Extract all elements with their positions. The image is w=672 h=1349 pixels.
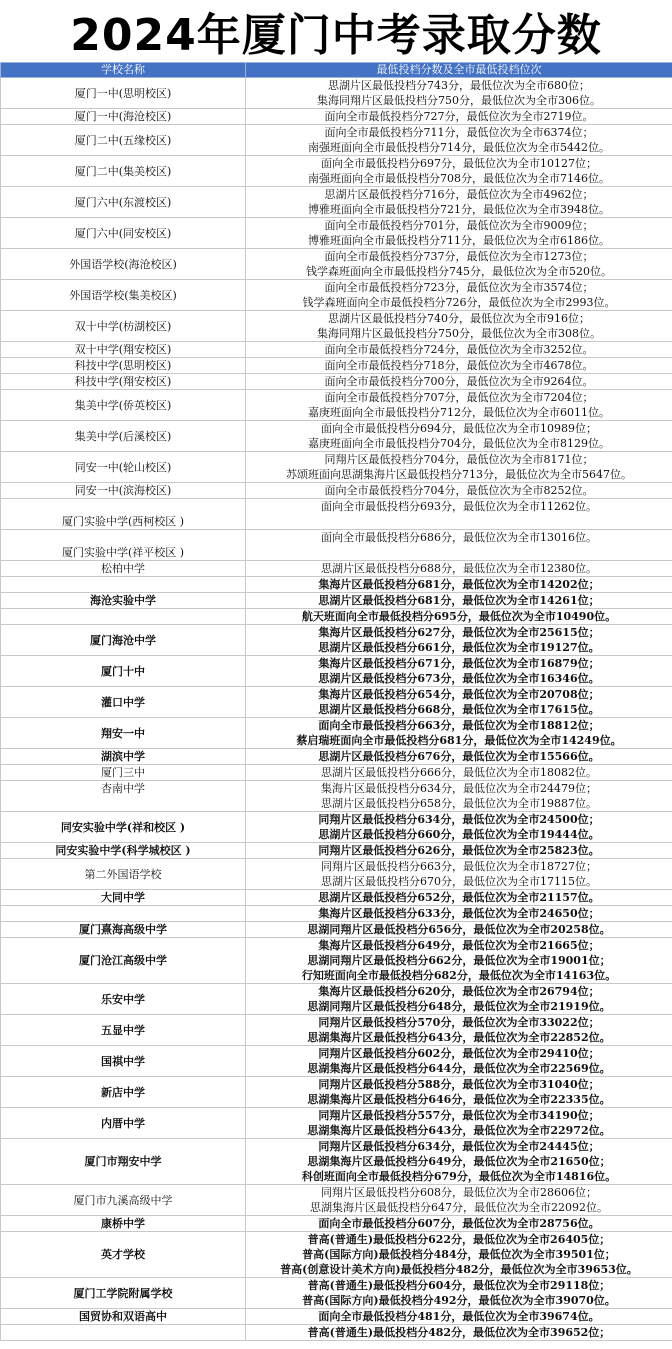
score-line	[246, 545, 672, 560]
score-rank-cell	[246, 984, 672, 1015]
school-name-cell: 湖滨中学	[1, 749, 246, 765]
score-line: 面向全市最低投档分701分，最低位次为全市9009位；	[324, 219, 594, 232]
table-row	[1, 1185, 672, 1216]
score-rank-cell	[246, 1232, 672, 1278]
score-line: 嘉庚班面向全市最低投档分712分，最低位次为全市6011位。	[308, 406, 610, 419]
school-name-cell: 厦门市翔安中学	[1, 1139, 246, 1185]
table-row	[1, 1278, 672, 1309]
school-name-cell: 厦门一中(思明校区)	[1, 78, 246, 109]
table-row	[1, 765, 672, 781]
score-line: 面向全市最低投档分693分，最低位次为全市11262位。	[321, 500, 597, 513]
table-row	[1, 1015, 672, 1046]
score-rank-cell	[246, 280, 672, 311]
school-name-cell: 同安实验中学(祥和校区 )	[1, 812, 246, 843]
table-row	[1, 390, 672, 421]
school-name-cell: 厦门熹海高级中学	[1, 922, 246, 938]
score-line: 思湖集海片区最低投档分644分，最低位次为全市22569位。	[307, 1062, 611, 1075]
score-line: 集海片区最低投档分633分，最低位次为全市24650位；	[318, 907, 600, 920]
score-line: 集海片区最低投档分671分，最低位次为全市16879位；	[318, 657, 600, 670]
school-name-cell: 科技中学(翔安校区)	[1, 374, 246, 390]
score-rank-cell	[246, 1139, 672, 1185]
school-name-cell: 杏南中学	[1, 781, 246, 812]
table-row	[1, 1309, 672, 1325]
table-row	[1, 843, 672, 859]
score-line: 面向全市最低投档分711分，最低位次为全市6374位；	[324, 126, 594, 139]
score-line: 集海片区最低投档分681分，最低位次为全市14202位；	[318, 578, 600, 591]
score-line: 同翔片区最低投档分602分，最低位次为全市29410位；	[318, 1047, 600, 1060]
score-line: 思湖集海片区最低投档分646分，最低位次为全市22335位。	[307, 1093, 611, 1106]
score-line: 南强班面向全市最低投档分708分，最低位次为全市7146位。	[308, 172, 610, 185]
score-line: 同翔片区最低投档分608分，最低位次为全市28606位；	[321, 1186, 597, 1199]
school-name-cell: 大同中学	[1, 890, 246, 906]
school-name-cell: 双十中学(翔安校区)	[1, 342, 246, 358]
table-row	[1, 593, 672, 609]
score-rank-cell	[246, 249, 672, 280]
score-line: 南强班面向全市最低投档分714分，最低位次为全市5442位。	[308, 141, 610, 154]
table-row	[1, 1077, 672, 1108]
score-line: 钱学森班面向全市最低投档分726分，最低位次为全市2993位。	[302, 296, 616, 309]
school-name-cell: 厦门沧江高级中学	[1, 938, 246, 984]
score-rank-cell	[246, 109, 672, 125]
table-row	[1, 906, 672, 922]
score-rank-cell	[246, 609, 672, 625]
school-name-cell: 同安实验中学(科学城校区 )	[1, 843, 246, 859]
score-line: 集海片区最低投档分634分，最低位次为全市24479位；	[321, 782, 597, 795]
table-row	[1, 483, 672, 499]
score-line: 面向全市最低投档分737分，最低位次为全市1273位；	[324, 250, 594, 263]
score-line: 思湖集海片区最低投档分643分，最低位次为全市22852位。	[307, 1031, 611, 1044]
score-line: 博雅班面向全市最低投档分721分，最低位次为全市3948位。	[308, 203, 610, 216]
school-name-cell	[1, 906, 246, 922]
table-body	[1, 78, 672, 1341]
table-row	[1, 1046, 672, 1077]
score-line: 面向全市最低投档分697分，最低位次为全市10127位；	[321, 157, 597, 170]
score-line: 面向全市最低投档分694分，最低位次为全市10989位；	[321, 422, 597, 435]
school-name-cell: 翔安一中	[1, 718, 246, 749]
school-name-cell: 内厝中学	[1, 1108, 246, 1139]
school-name-cell: 海沧实验中学	[1, 593, 246, 609]
school-name-cell: 外国语学校(海沧校区)	[1, 249, 246, 280]
score-line: 思湖同翔片区最低投档分662分，最低位次为全市19001位；	[307, 954, 611, 967]
score-rank-cell	[246, 859, 672, 890]
score-line: 集海片区最低投档分627分，最低位次为全市25615位；	[318, 626, 600, 639]
school-name-cell: 厦门十中	[1, 656, 246, 687]
score-rank-cell	[246, 1015, 672, 1046]
school-name-cell: 厦门实验中学(西柯校区 )	[1, 499, 246, 530]
score-line: 思湖片区最低投档分661分，最低位次为全市19127位。	[318, 641, 600, 654]
school-name-cell: 同安一中(轮山校区)	[1, 452, 246, 483]
table-row	[1, 311, 672, 342]
score-line: 思湖片区最低投档分688分，最低位次为全市12380位。	[321, 562, 597, 575]
score-rank-cell	[246, 374, 672, 390]
score-line: 思湖片区最低投档分658分，最低位次为全市19887位。	[321, 797, 597, 810]
score-line: 普高(国际方向)最低投档分484分，最低位次为全市39501位；	[302, 1248, 616, 1261]
score-line: 思湖片区最低投档分716分，最低位次为全市4962位；	[324, 188, 594, 201]
table-row	[1, 125, 672, 156]
score-line: 普高(普通生)最低投档分482分，最低位次为全市39652位；	[307, 1326, 611, 1339]
score-line: 面向全市最低投档分700分，最低位次为全市9264位。	[324, 375, 594, 388]
school-name-cell: 第二外国语学校	[1, 859, 246, 890]
table-row	[1, 156, 672, 187]
school-name-cell: 厦门六中(同安校区)	[1, 218, 246, 249]
school-name-cell: 同安一中(滨海校区)	[1, 483, 246, 499]
table-row	[1, 1216, 672, 1232]
school-name-cell: 五显中学	[1, 1015, 246, 1046]
score-line: 面向全市最低投档分724分，最低位次为全市3252位。	[324, 343, 594, 356]
score-rank-cell	[246, 1046, 672, 1077]
table-row	[1, 78, 672, 109]
table-row	[1, 1108, 672, 1139]
score-rank-cell	[246, 906, 672, 922]
score-line: 面向全市最低投档分718分，最低位次为全市4678位。	[324, 359, 594, 372]
table-row	[1, 421, 672, 452]
score-line: 科创班面向全市最低投档分679分，最低位次为全市14816位。	[301, 1170, 617, 1183]
school-name-cell: 双十中学(枋湖校区)	[1, 311, 246, 342]
score-rank-cell	[246, 890, 672, 906]
table-row	[1, 625, 672, 656]
table-row	[1, 109, 672, 125]
score-line: 嘉庚班面向全市最低投档分704分，最低位次为全市8129位。	[308, 437, 610, 450]
school-name-cell: 厦门市九溪高级中学	[1, 1185, 246, 1216]
school-name-cell: 科技中学(思明校区)	[1, 358, 246, 374]
table-row	[1, 718, 672, 749]
score-line: 集海片区最低投档分620分，最低位次为全市26794位；	[318, 985, 600, 998]
score-rank-cell	[246, 311, 672, 342]
score-rank-cell	[246, 358, 672, 374]
score-line: 集海同翔片区最低投档分750分，最低位次为全市306位。	[317, 94, 601, 107]
score-line: 同翔片区最低投档分626分，最低位次为全市25823位。	[318, 844, 600, 857]
header-score-rank: 最低投档分数及全市最低投档位次	[246, 63, 672, 78]
table-row	[1, 687, 672, 718]
score-line: 同翔片区最低投档分634分，最低位次为全市24445位；	[318, 1140, 600, 1153]
school-name-cell: 国祺中学	[1, 1046, 246, 1077]
score-rank-cell	[246, 718, 672, 749]
score-rank-cell	[246, 625, 672, 656]
score-line: 面向全市最低投档分481分，最低位次为全市39674位。	[318, 1310, 600, 1323]
score-rank-cell	[246, 749, 672, 765]
score-line	[246, 514, 672, 529]
score-line: 面向全市最低投档分704分，最低位次为全市8252位。	[324, 484, 594, 497]
table-row	[1, 812, 672, 843]
score-line: 普高(国际方向)最低投档分492分，最低位次为全市39070位。	[302, 1294, 616, 1307]
score-line: 同翔片区最低投档分663分，最低位次为全市18727位；	[321, 860, 597, 873]
table-row	[1, 922, 672, 938]
score-rank-cell	[246, 499, 672, 530]
page-title: 2024年厦门中考录取分数	[70, 10, 602, 61]
table-row	[1, 890, 672, 906]
score-rank-cell	[246, 125, 672, 156]
score-rank-cell	[246, 530, 672, 561]
score-line: 同翔片区最低投档分570分，最低位次为全市33022位；	[318, 1016, 600, 1029]
school-name-cell: 国贸协和双语高中	[1, 1309, 246, 1325]
score-line: 思湖集海片区最低投档分649分，最低位次为全市21650位；	[307, 1155, 611, 1168]
table-row	[1, 749, 672, 765]
score-rank-cell	[246, 812, 672, 843]
score-line: 普高(普通生)最低投档分622分，最低位次为全市26405位；	[307, 1233, 611, 1246]
score-rank-cell	[246, 922, 672, 938]
table-row	[1, 859, 672, 890]
score-line: 思湖同翔片区最低投档分656分，最低位次为全市20258位。	[307, 923, 611, 936]
score-line: 面向全市最低投档分723分，最低位次为全市3574位；	[324, 281, 594, 294]
school-name-cell: 厦门实验中学(祥平校区 )	[1, 530, 246, 561]
score-rank-cell	[246, 577, 672, 593]
table-row	[1, 374, 672, 390]
table-header-row	[1, 63, 672, 78]
score-rank-cell	[246, 656, 672, 687]
score-line: 博雅班面向全市最低投档分711分，最低位次为全市6186位。	[308, 234, 610, 247]
score-line: 思湖片区最低投档分670分，最低位次为全市17115位。	[321, 875, 597, 888]
school-name-cell: 松柏中学	[1, 561, 246, 577]
score-line: 集海片区最低投档分649分，最低位次为全市21665位；	[318, 939, 600, 952]
score-rank-cell	[246, 421, 672, 452]
school-name-cell: 新店中学	[1, 1077, 246, 1108]
score-line: 思湖片区最低投档分673分，最低位次为全市16346位。	[318, 672, 600, 685]
score-line: 集海同翔片区最低投档分750分，最低位次为全市308位。	[317, 327, 601, 340]
school-name-cell	[1, 1325, 246, 1341]
score-line: 面向全市最低投档分607分，最低位次为全市28756位。	[318, 1217, 600, 1230]
score-rank-cell	[246, 156, 672, 187]
score-rank-cell	[246, 593, 672, 609]
school-name-cell: 集美中学(侨英校区)	[1, 390, 246, 421]
score-line: 思湖同翔片区最低投档分648分，最低位次为全市21919位。	[307, 1000, 611, 1013]
table-row	[1, 656, 672, 687]
score-rank-cell	[246, 1185, 672, 1216]
score-rank-cell	[246, 1325, 672, 1341]
score-rank-cell	[246, 561, 672, 577]
score-line: 普高(普通生)最低投档分604分，最低位次为全市29118位；	[307, 1279, 611, 1292]
table-row	[1, 280, 672, 311]
score-rank-cell	[246, 1077, 672, 1108]
school-name-cell	[1, 577, 246, 593]
table-row	[1, 499, 672, 530]
table-row	[1, 577, 672, 593]
score-line: 思湖片区最低投档分652分，最低位次为全市21157位。	[318, 891, 600, 904]
table-row	[1, 1325, 672, 1341]
table-row	[1, 530, 672, 561]
school-name-cell: 厦门二中(五缘校区)	[1, 125, 246, 156]
score-line: 面向全市最低投档分663分，最低位次为全市18812位；	[318, 719, 600, 732]
score-rank-cell	[246, 452, 672, 483]
score-line: 面向全市最低投档分727分，最低位次为全市2719位。	[324, 110, 594, 123]
score-rank-cell	[246, 938, 672, 984]
school-name-cell: 厦门工学院附属学校	[1, 1278, 246, 1309]
table-row	[1, 561, 672, 577]
school-name-cell: 集美中学(后溪校区)	[1, 421, 246, 452]
school-name-cell: 厦门二中(集美校区)	[1, 156, 246, 187]
score-line: 集海片区最低投档分654分，最低位次为全市20708位；	[318, 688, 600, 701]
table-row	[1, 781, 672, 812]
score-rank-cell	[246, 765, 672, 781]
school-name-cell: 厦门海沧中学	[1, 625, 246, 656]
table-row	[1, 984, 672, 1015]
table-row	[1, 938, 672, 984]
table-row	[1, 1232, 672, 1278]
score-line: 同翔片区最低投档分588分，最低位次为全市31040位；	[318, 1078, 600, 1091]
school-name-cell: 康桥中学	[1, 1216, 246, 1232]
table-row	[1, 609, 672, 625]
score-line: 同翔片区最低投档分557分，最低位次为全市34190位；	[318, 1109, 600, 1122]
score-line: 面向全市最低投档分686分，最低位次为全市13016位。	[321, 531, 597, 544]
table-row	[1, 342, 672, 358]
score-line: 思湖片区最低投档分660分，最低位次为全市19444位。	[318, 828, 600, 841]
school-name-cell	[1, 609, 246, 625]
score-line: 航天班面向全市最低投档分695分，最低位次为全市10490位。	[301, 610, 617, 623]
score-line: 同翔片区最低投档分634分，最低位次为全市24500位；	[318, 813, 600, 826]
table-row	[1, 358, 672, 374]
school-name-cell: 厦门一中(海沧校区)	[1, 109, 246, 125]
table-row	[1, 218, 672, 249]
score-rank-cell	[246, 483, 672, 499]
score-line: 普高(创意设计美术方向)最低投档分482分，最低位次为全市39653位。	[280, 1263, 638, 1276]
school-name-cell: 英才学校	[1, 1232, 246, 1278]
score-rank-cell	[246, 1108, 672, 1139]
score-line: 思湖片区最低投档分676分，最低位次为全市15566位。	[318, 750, 600, 763]
score-rank-cell	[246, 1216, 672, 1232]
table-row	[1, 187, 672, 218]
score-line: 思湖片区最低投档分668分，最低位次为全市17615位。	[318, 703, 600, 716]
score-line: 同翔片区最低投档分704分，最低位次为全市8171位；	[324, 453, 594, 466]
score-rank-cell	[246, 687, 672, 718]
score-rank-cell	[246, 843, 672, 859]
score-line: 思湖集海片区最低投档分643分，最低位次为全市22972位。	[307, 1124, 611, 1137]
score-line: 行知班面向全市最低投档分682分，最低位次为全市14163位。	[301, 969, 617, 982]
score-rank-cell	[246, 218, 672, 249]
score-line: 思湖片区最低投档分740分，最低位次为全市916位；	[328, 312, 590, 325]
school-name-cell: 灌口中学	[1, 687, 246, 718]
score-line: 思湖集海片区最低投档分647分，最低位次为全市22092位。	[310, 1201, 608, 1214]
score-rank-cell	[246, 1309, 672, 1325]
score-line: 思湖片区最低投档分743分，最低位次为全市680位；	[328, 79, 590, 92]
score-rank-cell	[246, 342, 672, 358]
score-table	[0, 62, 672, 1341]
school-name-cell: 厦门三中	[1, 765, 246, 781]
score-line: 面向全市最低投档分707分，最低位次为全市7204位；	[324, 391, 594, 404]
header-school-name: 学校名称	[1, 63, 246, 78]
score-rank-cell	[246, 78, 672, 109]
score-line: 思湖片区最低投档分666分，最低位次为全市18082位。	[321, 766, 597, 779]
score-rank-cell	[246, 1278, 672, 1309]
table-row	[1, 249, 672, 280]
school-name-cell: 厦门六中(东渡校区)	[1, 187, 246, 218]
score-line: 钱学森班面向全市最低投档分745分，最低位次为全市520位。	[306, 265, 612, 278]
score-line: 苏颂班面向思湖集海片区最低投档分713分，最低位次为全市5647位。	[286, 468, 632, 481]
score-line: 思湖片区最低投档分681分，最低位次为全市14261位；	[318, 594, 600, 607]
table-row	[1, 452, 672, 483]
school-name-cell: 乐安中学	[1, 984, 246, 1015]
table-row	[1, 1139, 672, 1185]
score-rank-cell	[246, 781, 672, 812]
school-name-cell: 外国语学校(集美校区)	[1, 280, 246, 311]
score-rank-cell	[246, 390, 672, 421]
score-line: 蔡启瑞班面向全市最低投档分681分，最低位次为全市14249位。	[296, 734, 622, 747]
score-rank-cell	[246, 187, 672, 218]
